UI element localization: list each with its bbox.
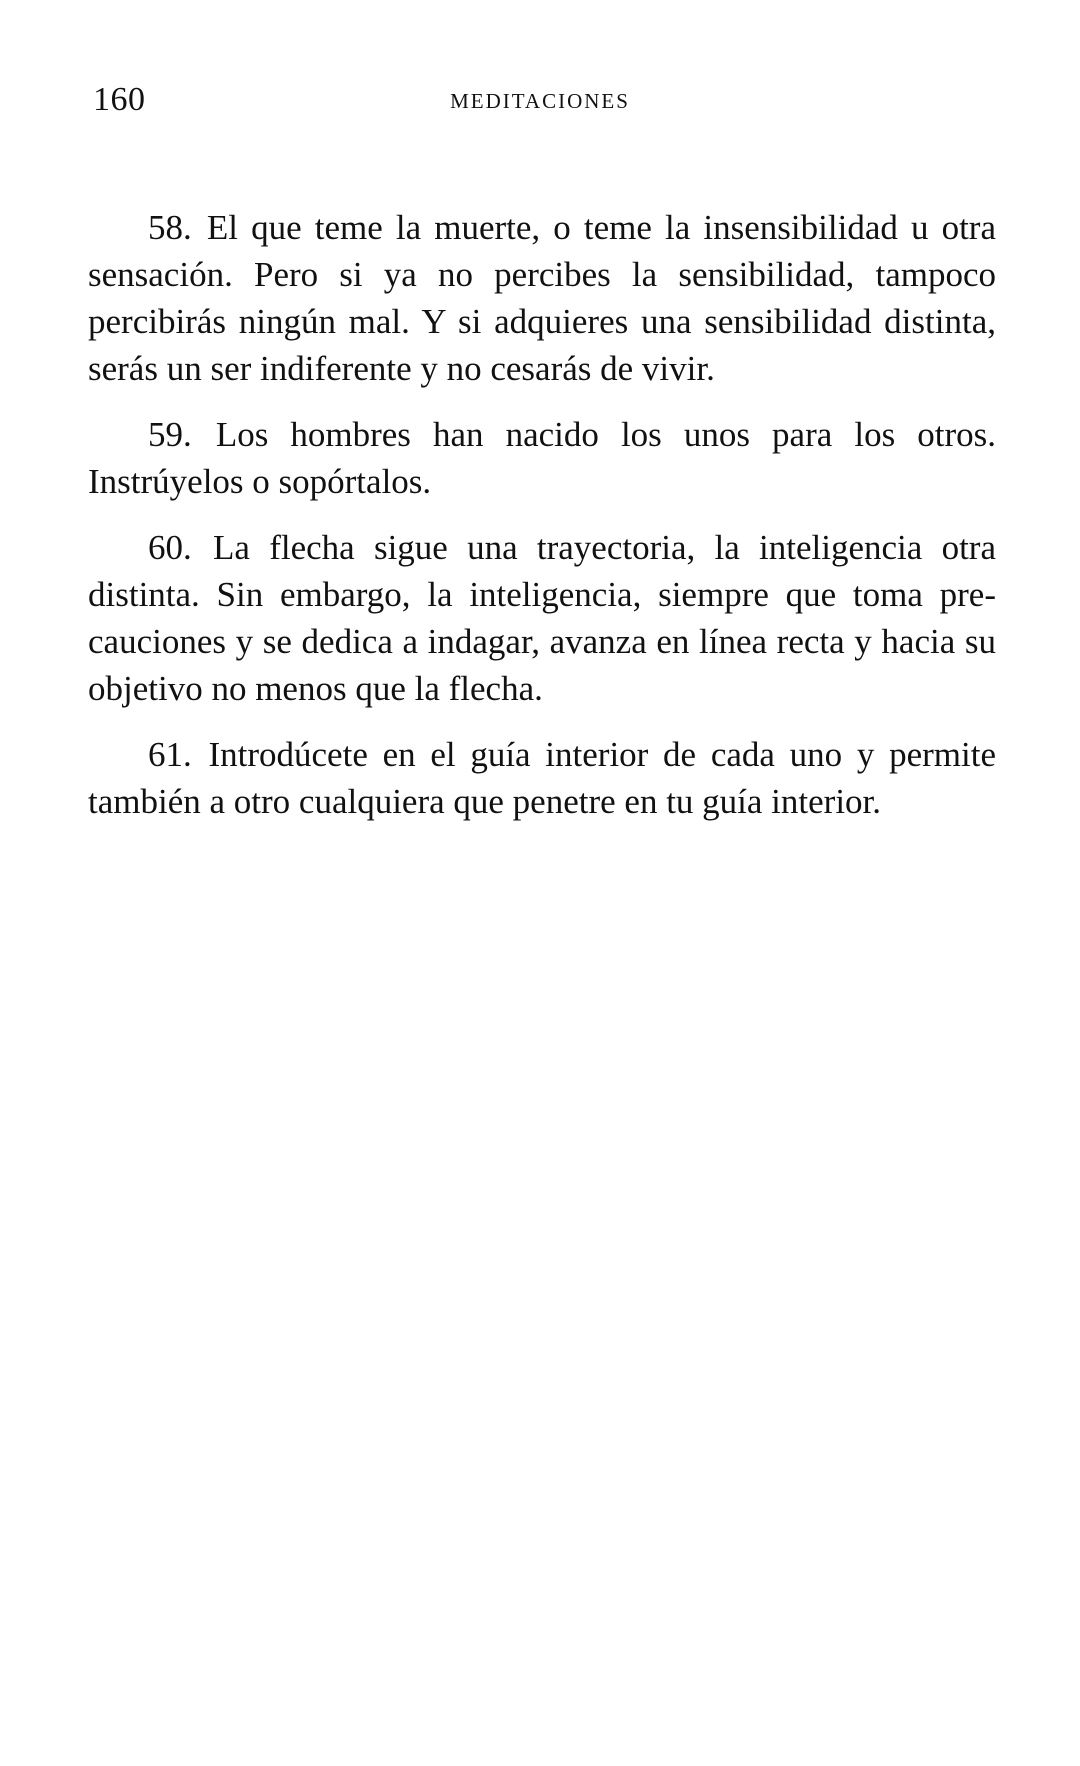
page-body bbox=[88, 204, 996, 844]
paragraph-58 bbox=[88, 204, 996, 392]
paragraph-61 bbox=[88, 731, 996, 825]
paragraph-number: 61. bbox=[148, 735, 192, 774]
paragraph-number: 59. bbox=[148, 415, 192, 454]
page-number: 160 bbox=[93, 81, 146, 118]
paragraph-text: La flecha sigue una trayectoria, la inteligencia otra distinta. Sin embargo, la inteligencia, siempre que toma precauciones y se dedica a indagar, avanza en línea recta y hacia su objetivo no menos que la flecha. bbox=[88, 528, 996, 708]
paragraph-59 bbox=[88, 411, 996, 505]
paragraph-number: 58. bbox=[148, 208, 192, 247]
paragraph-text: Los hombres han nacido los unos para los otros. Instrúyelos o sopórtalos. bbox=[88, 415, 997, 501]
paragraph-text: Introdúcete en el guía interior de cada uno y permite también a otro cualquiera que penetre en tu guía interior. bbox=[88, 735, 997, 821]
paragraph-text: El que teme la muerte, o teme la insensibilidad u otra sensación. Pero si ya no percibes la sensibilidad, tampoco percibirás ningún mal. Y si adquieres una sensibilidad distinta, serás un ser indiferente y no cesarás de vivir. bbox=[88, 208, 996, 388]
paragraph-60 bbox=[88, 524, 996, 712]
paragraph-number: 60. bbox=[148, 528, 192, 567]
running-title: MEDITACIONES bbox=[450, 89, 630, 113]
